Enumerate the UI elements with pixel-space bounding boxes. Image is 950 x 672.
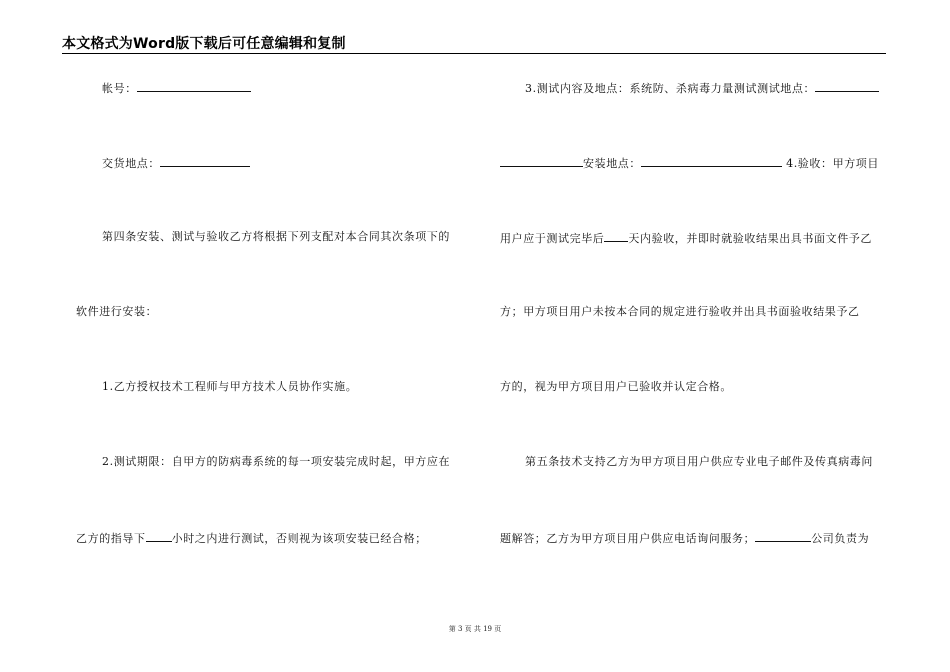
account-line [102,80,251,96]
article5-text-b: 公司负责为 [811,532,870,545]
item2-line2 [76,530,427,546]
install-location-blank [641,155,782,167]
article4-line2: 软件进行安装： [76,305,158,318]
delivery-line [102,155,250,171]
account-label: 帐号： [102,82,137,95]
delivery-label: 交货地点： [102,157,160,170]
item4-text-b: 天内验收，并即时就验收结果出具书面文件予乙 [628,232,873,245]
item4-line2 [500,230,872,246]
article4-line1: 第四条安装、测试与验收乙方将根据下列支配对本合同其次条项下的 [102,230,450,243]
item4-label: 4.验收：甲方项目 [786,157,880,170]
test-location-blank-cont [500,155,583,167]
article5-text-a: 题解答；乙方为甲方项目用户供应电话询问服务； [500,532,756,545]
account-blank [137,80,251,92]
install-location-label: 安装地点： [583,157,641,170]
company-blank [755,530,811,542]
hours-blank [146,530,172,542]
delivery-blank [160,155,250,167]
item2-line1: 2.测试期限：自甲方的防病毒系统的每一项安装完成时起，甲方应在 [102,455,451,468]
article5-line2 [500,530,869,546]
page-number: 第 3 页 共 19 页 [448,625,502,633]
item4-text-a: 用户应于测试完毕后 [500,232,605,245]
item1-line: 1.乙方授权技术工程师与甲方技术人员协作实施。 [102,380,358,393]
item3-line1 [525,80,879,96]
item2-text-b: 小时之内进行测试，否则视为该项安装已经合格； [171,532,427,545]
header-divider [62,53,886,54]
item4-line3: 方；甲方项目用户未按本合同的规定进行验收并出具书面验收结果予乙 [500,305,860,318]
item4-line4: 方的，视为甲方项目用户已验收并认定合格。 [500,380,732,393]
test-location-blank [815,80,879,92]
article5-line1: 第五条技术支持乙方为甲方项目用户供应专业电子邮件及传真病毒问 [525,455,873,468]
item3-line2 [500,155,879,171]
item3-text: 3.测试内容及地点：系统防、杀病毒力量测试测试地点： [525,82,816,95]
document-header-title: 本文格式为Word版下载后可任意编辑和复制 [62,36,346,52]
days-blank [604,230,628,242]
item2-text-a: 乙方的指导下 [76,532,146,545]
